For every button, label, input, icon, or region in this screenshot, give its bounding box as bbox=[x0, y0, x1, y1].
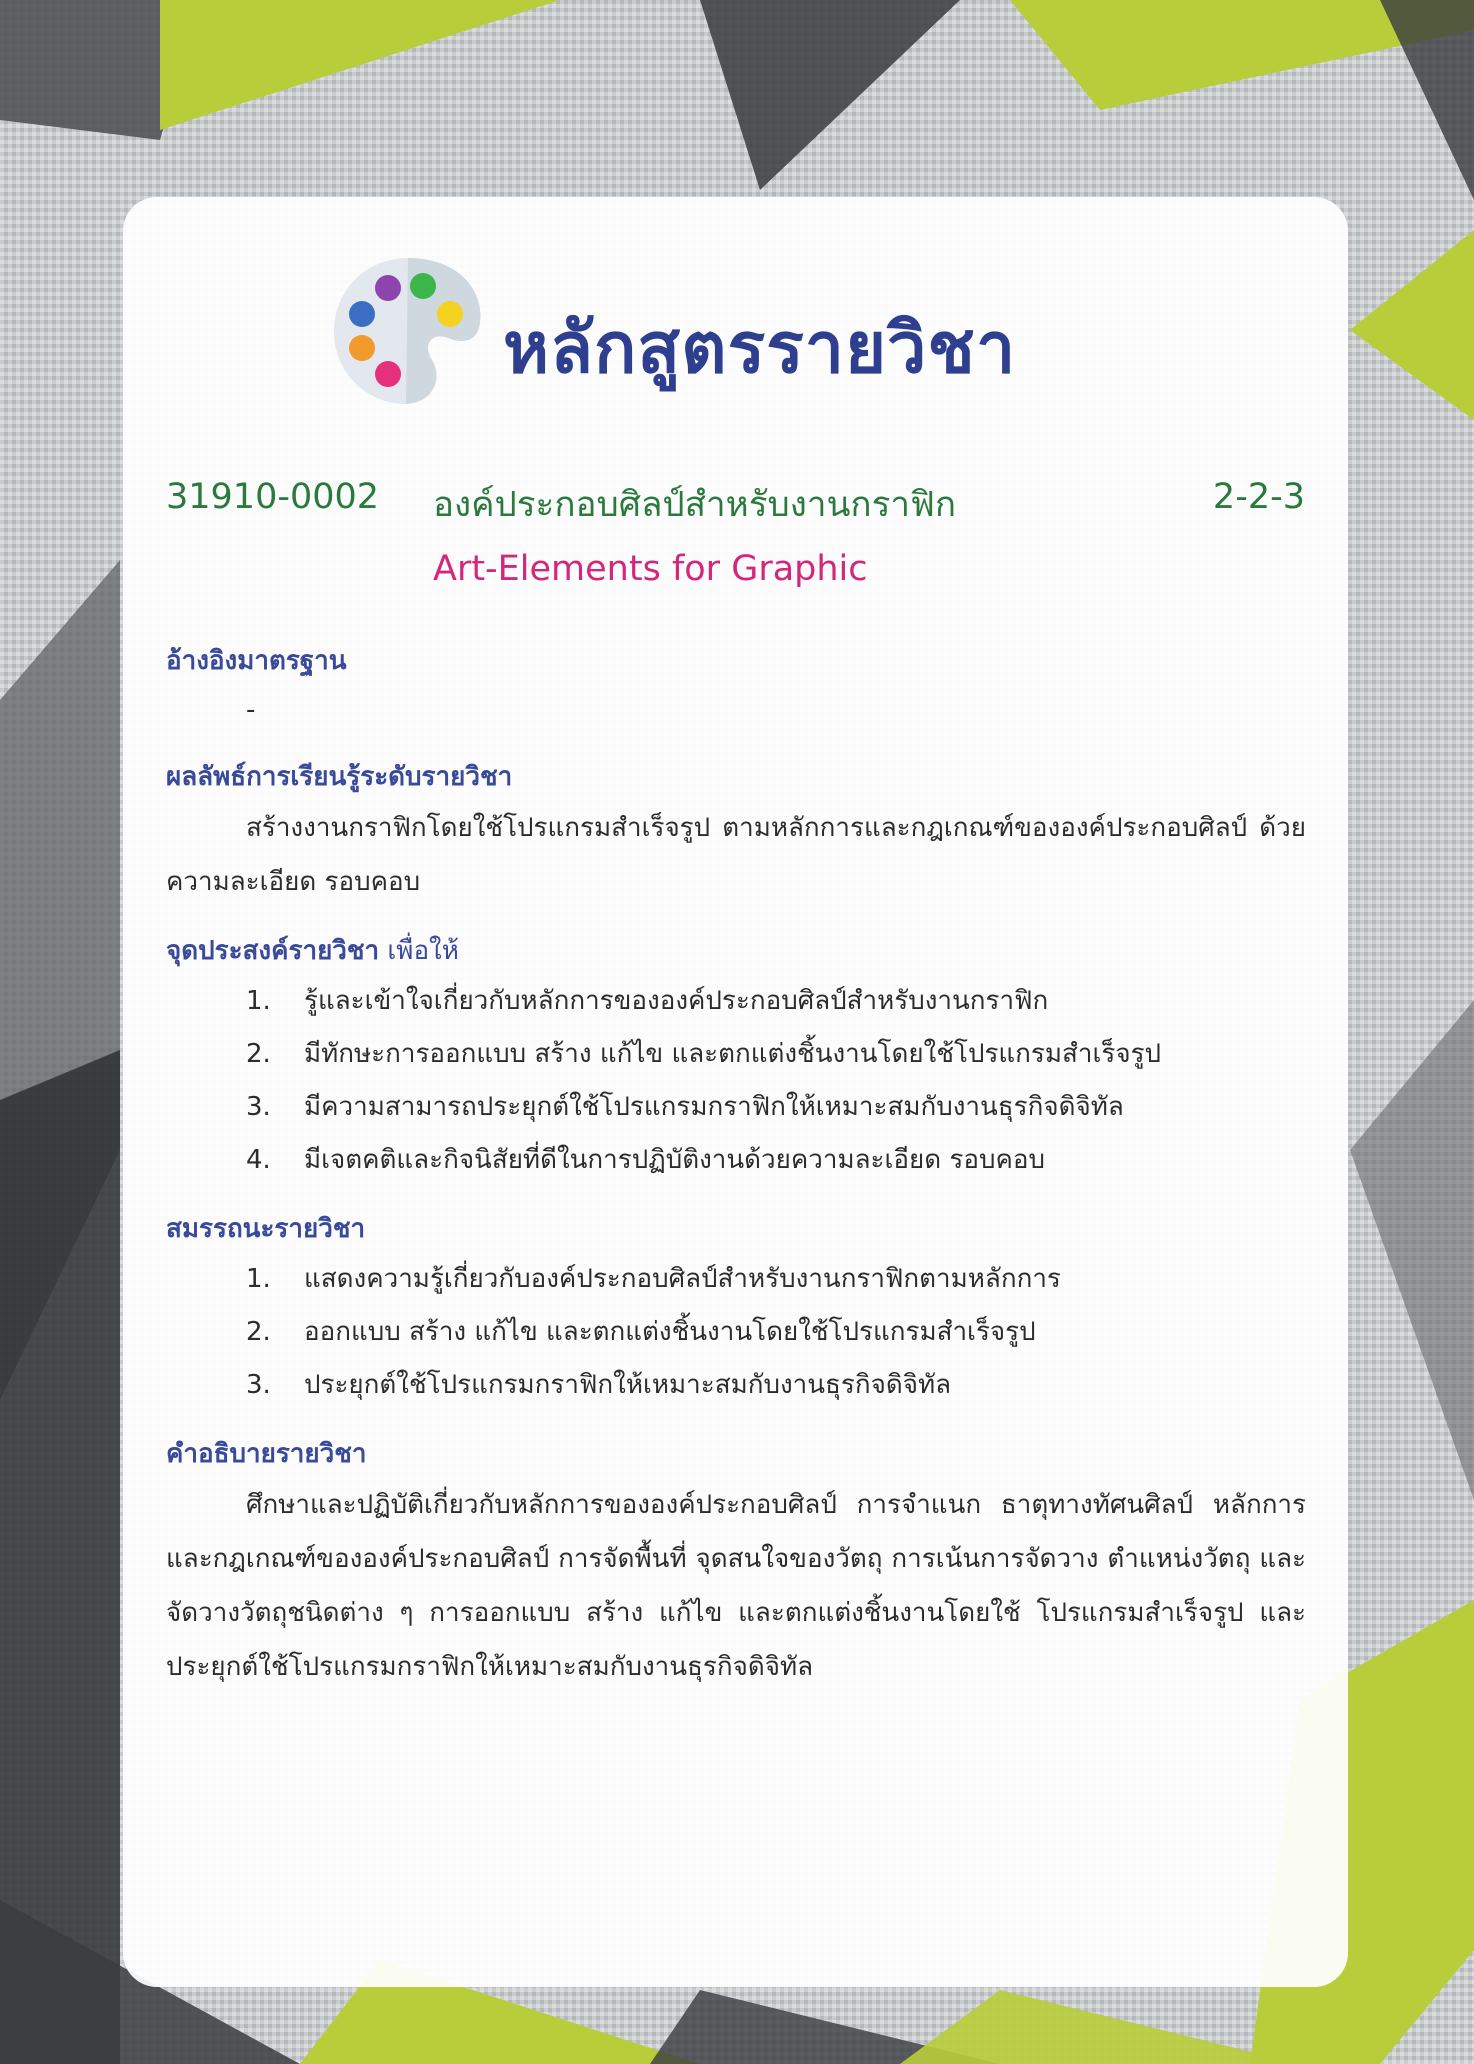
course-name-en: Art-Elements for Graphic bbox=[433, 549, 868, 589]
list-item bbox=[166, 975, 1306, 1028]
list-item-text: แสดงความรู้เกี่ยวกับองค์ประกอบศิลป์สำหรับงานกราฟิกตามหลักการ bbox=[304, 1264, 1061, 1294]
list-item-text: รู้และเข้าใจเกี่ยวกับหลักการขององค์ประกอบศิลป์สำหรับงานกราฟิก bbox=[304, 986, 1049, 1016]
list-item bbox=[166, 1359, 1306, 1412]
course-card bbox=[123, 197, 1348, 1987]
list-item-number: 2. bbox=[246, 1039, 271, 1069]
list-item-number: 4. bbox=[246, 1145, 271, 1175]
list-item bbox=[166, 1134, 1306, 1187]
course-credits: 2-2-3 bbox=[1212, 477, 1305, 517]
list-item-number: 3. bbox=[246, 1370, 271, 1400]
objectives-heading-suffix: เพื่อให้ bbox=[379, 936, 459, 966]
description-text: ศึกษาและปฏิบัติเกี่ยวกับหลักการขององค์ประกอบศิลป์ การจำแนก ธาตุทางทัศนศิลป์ หลักการและกฎเกณฑ์ขององค์ประกอบศิลป์ การจัดพื้นที่ จุดสนใจของวัตถุ การเน้นการจัดวาง ตำแหน่งวัตถุ และจัดวางวัตถุชนิดต่าง ๆ การออกแบบ สร้าง แก้ไข และตกแต่งชิ้นงานโดยใช้ โปรแกรมสำเร็จรูป และประยุกต์ใช้โปรแกรมกราฟิกให้เหมาะสมกับงานธุรกิจดิจิทัล bbox=[166, 1490, 1306, 1682]
course-code: 31910-0002 bbox=[166, 477, 380, 517]
course-name-th: องค์ประกอบศิลป์สำหรับงานกราฟิก bbox=[433, 485, 957, 525]
course-content bbox=[166, 637, 1306, 1694]
list-item bbox=[166, 1081, 1306, 1134]
palette-dot-blue bbox=[349, 301, 375, 327]
list-item-text: มีเจตคติและกิจนิสัยที่ดีในการปฏิบัติงานด้วยความละเอียด รอบคอบ bbox=[304, 1145, 1045, 1175]
outcome-heading: ผลลัพธ์การเรียนรู้ระดับรายวิชา bbox=[166, 762, 513, 792]
description-heading: คำอธิบายรายวิชา bbox=[166, 1439, 367, 1469]
list-item bbox=[166, 1028, 1306, 1081]
reference-value: - bbox=[246, 695, 256, 725]
reference-heading: อ้างอิงมาตรฐาน bbox=[166, 646, 347, 676]
list-item-number: 2. bbox=[246, 1317, 271, 1347]
objectives-heading bbox=[166, 927, 1306, 975]
list-item-number: 3. bbox=[246, 1092, 271, 1122]
palette-dot-orange bbox=[349, 335, 375, 361]
palette-dot-yellow bbox=[437, 301, 463, 327]
palette-dot-purple bbox=[375, 275, 401, 301]
list-item-text: ออกแบบ สร้าง แก้ไข และตกแต่งชิ้นงานโดยใช้โปรแกรมสำเร็จรูป bbox=[304, 1317, 1036, 1347]
palette-dot-pink bbox=[375, 361, 401, 387]
list-item-text: ประยุกต์ใช้โปรแกรมกราฟิกให้เหมาะสมกับงานธุรกิจดิจิทัล bbox=[304, 1370, 952, 1400]
objectives-list bbox=[166, 975, 1306, 1187]
competencies-heading: สมรรถนะรายวิชา bbox=[166, 1214, 366, 1244]
list-item-number: 1. bbox=[246, 986, 271, 1016]
palette-dot-green bbox=[410, 273, 436, 299]
list-item bbox=[166, 1306, 1306, 1359]
list-item-number: 1. bbox=[246, 1264, 271, 1294]
list-item-text: มีทักษะการออกแบบ สร้าง แก้ไข และตกแต่งชิ้นงานโดยใช้โปรแกรมสำเร็จรูป bbox=[304, 1039, 1162, 1069]
page-title: หลักสูตรรายวิชา bbox=[503, 307, 1017, 389]
outcome-text: สร้างงานกราฟิกโดยใช้โปรแกรมสำเร็จรูป ตามหลักการและกฎเกณฑ์ขององค์ประกอบศิลป์ ด้วยความละเอียด รอบคอบ bbox=[166, 813, 1306, 897]
competencies-list bbox=[166, 1253, 1306, 1412]
list-item bbox=[166, 1253, 1306, 1306]
palette-icon bbox=[328, 252, 488, 412]
list-item-text: มีความสามารถประยุกต์ใช้โปรแกรมกราฟิกให้เหมาะสมกับงานธุรกิจดิจิทัล bbox=[304, 1092, 1124, 1122]
page-header bbox=[328, 252, 1128, 412]
objectives-heading-label: จุดประสงค์รายวิชา bbox=[166, 936, 380, 966]
